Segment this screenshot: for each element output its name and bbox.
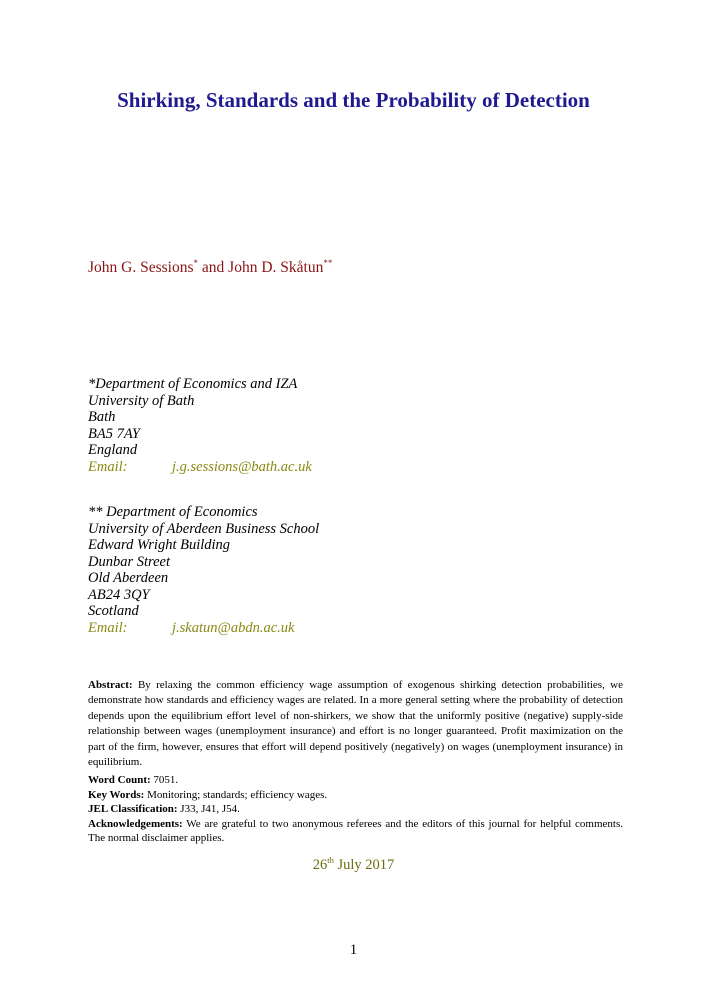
affiliation-1-city: Bath (88, 409, 116, 425)
author-1-mark: * (193, 258, 199, 268)
abstract-text: By relaxing the common efficiency wage assumption of exogenous shirking detection probabilities, we demonstrate how standards and efficiency wages are related. In a more general setting where the probability of detection depends upon the equilibrium effort level of non-shirkers, we show that the uniformly positive (negative) supply-side relationship between wages (unemployment insurance) and effort is no longer guaranteed. Profit maximization on the part of the firm, however, ensures that effort will depend positively (negatively) on wages (unemployment insurance) in equilibrium. (88, 679, 623, 769)
affiliation-2 (88, 504, 319, 636)
page-number: 1 (349, 942, 358, 958)
word-count (88, 773, 623, 788)
author-connector: and (198, 259, 229, 276)
affiliation-1-postcode: BA5 7AY (88, 425, 140, 442)
affiliation-2-email[interactable]: j.skatun@abdn.ac.uk (172, 619, 295, 636)
jel-classification (88, 802, 623, 817)
affiliation-2-building: Edward Wright Building (88, 537, 231, 553)
key-words-value: Monitoring; standards; efficiency wages. (144, 788, 328, 801)
affiliation-1 (88, 376, 312, 475)
affiliation-2-city: Old Aberdeen (88, 570, 169, 586)
affiliation-1-email[interactable]: j.g.sessions@bath.ac.uk (172, 458, 312, 475)
author-1: John G. Sessions (88, 259, 194, 276)
word-count-value: 7051. (150, 774, 179, 786)
affiliation-1-country: England (88, 442, 138, 458)
paper-title: Shirking, Standards and the Probability of Detection (117, 88, 590, 112)
affiliation-2-country: Scotland (88, 603, 139, 619)
affiliation-2-school: University of Aberdeen Business School (88, 520, 320, 537)
key-words-label: Key Words: (88, 788, 145, 801)
paper-meta (88, 773, 623, 846)
jel-label: JEL Classification: (88, 803, 178, 816)
abstract (88, 678, 623, 770)
affiliation-1-university: University of Bath (88, 392, 195, 409)
author-2: John D. Skåtun (228, 259, 324, 276)
affiliation-2-postcode: AB24 3QY (88, 586, 150, 603)
acknowledgements-text: We are grateful to two anonymous referees and the editors of this journal for helpful comments. The normal disclaimer applies. (88, 817, 623, 845)
paper-date (0, 857, 707, 874)
authors (88, 259, 332, 277)
acknowledgements-label: Acknowledgements: (88, 817, 183, 830)
affiliation-2-email-row (88, 620, 319, 637)
affiliation-2-department: ** Department of Economics (88, 504, 258, 520)
affiliation-1-email-label: Email: (88, 458, 128, 475)
date-rest: July 2017 (333, 857, 395, 873)
affiliation-1-email-row (88, 459, 312, 476)
date-day: 26 (312, 857, 328, 873)
author-2-mark: ** (323, 258, 333, 268)
affiliation-2-email-label: Email: (88, 619, 128, 636)
key-words (88, 788, 623, 803)
affiliation-1-department: *Department of Economics and IZA (88, 376, 298, 392)
word-count-label: Word Count: (88, 774, 151, 786)
affiliation-2-street: Dunbar Street (88, 553, 171, 570)
acknowledgements (88, 817, 623, 846)
abstract-label: Abstract: (88, 679, 133, 691)
jel-value: J33, J41, J54. (177, 803, 240, 816)
date-suffix: th (327, 855, 334, 865)
